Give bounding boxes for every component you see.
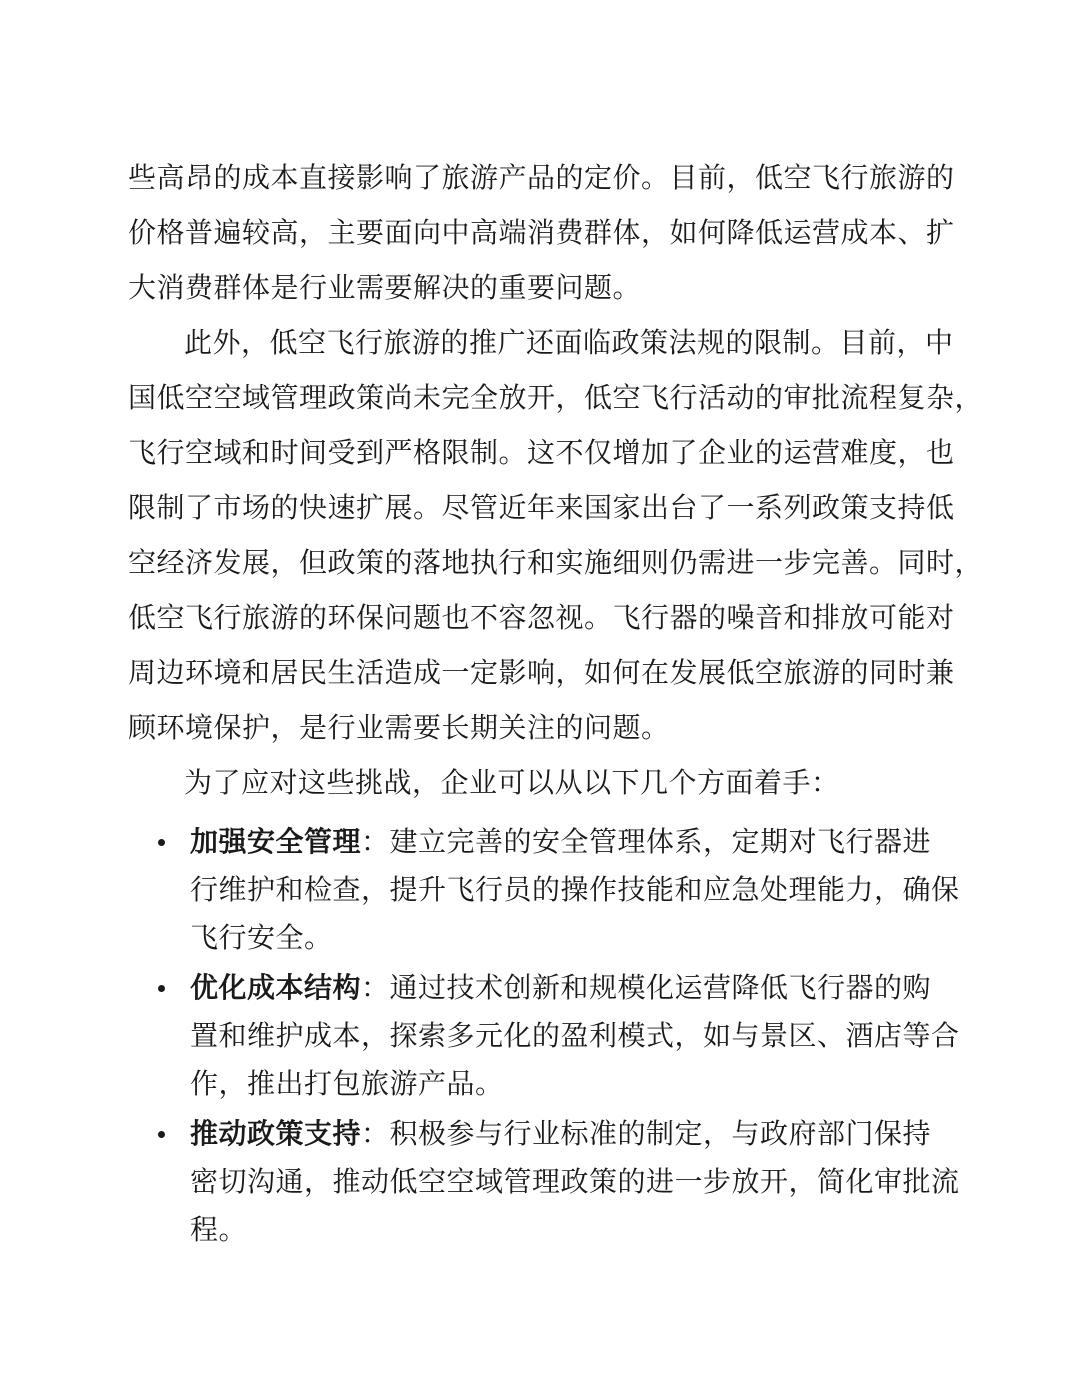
list-item	[128, 818, 960, 962]
text-line: 空经济发展，但政策的落地执行和实施细则仍需进一步完善。同时，	[128, 546, 984, 579]
bullet-text: 行维护和检查，提升飞行员的操作技能和应急处理能力，确保	[190, 873, 960, 906]
bullet-text: ：建立完善的安全管理体系，定期对飞行器进	[361, 825, 932, 858]
bullet-text: 置和维护成本，探索多元化的盈利模式，如与景区、酒店等合	[190, 1019, 960, 1052]
bullet-icon	[158, 1131, 165, 1138]
bullet-text: 密切沟通，推动低空空域管理政策的进一步放开，简化审批流	[190, 1165, 960, 1198]
text-line: 飞行空域和时间受到严格限制。这不仅增加了企业的运营难度，也	[128, 436, 955, 469]
text-line: 周边环境和居民生活造成一定影响，如何在发展低空旅游的同时兼	[128, 656, 955, 689]
bullet-icon	[158, 985, 165, 992]
strategy-list	[128, 818, 960, 1254]
list-item	[128, 1110, 960, 1254]
document-page	[128, 150, 984, 1256]
text-line: 顾环境保护，是行业需要长期关注的问题。	[128, 711, 670, 744]
text-line: 些高昂的成本直接影响了旅游产品的定价。目前，低空飞行旅游的	[128, 161, 955, 194]
bullet-text: 飞行安全。	[190, 921, 333, 954]
paragraph-policy	[128, 315, 984, 755]
text-line: 国低空空域管理政策尚未完全放开，低空飞行活动的审批流程复杂，	[128, 381, 984, 414]
bullet-title: 推动政策支持	[190, 1117, 362, 1150]
bullet-text: ：通过技术创新和规模化运营降低飞行器的购	[361, 971, 932, 1004]
text-line: 为了应对这些挑战，企业可以从以下几个方面着手：	[184, 766, 840, 799]
bullet-text: ：积极参与行业标准的制定，与政府部门保持	[361, 1117, 932, 1150]
bullet-title: 加强安全管理	[190, 825, 362, 858]
text-line: 此外，低空飞行旅游的推广还面临政策法规的限制。目前，中	[184, 326, 954, 359]
text-line: 限制了市场的快速扩展。尽管近年来国家出台了一系列政策支持低	[128, 491, 955, 524]
bullet-icon	[158, 839, 165, 846]
list-item	[128, 964, 960, 1108]
text-line: 价格普遍较高，主要面向中高端消费群体，如何降低运营成本、扩	[128, 216, 955, 249]
text-line: 大消费群体是行业需要解决的重要问题。	[128, 271, 642, 304]
text-line: 低空飞行旅游的环保问题也不容忽视。飞行器的噪音和排放可能对	[128, 601, 955, 634]
bullet-title: 优化成本结构	[190, 971, 362, 1004]
paragraph-intro	[128, 755, 948, 810]
paragraph-cost	[128, 150, 955, 315]
bullet-text: 作，推出打包旅游产品。	[190, 1067, 504, 1100]
bullet-text: 程。	[190, 1213, 248, 1246]
